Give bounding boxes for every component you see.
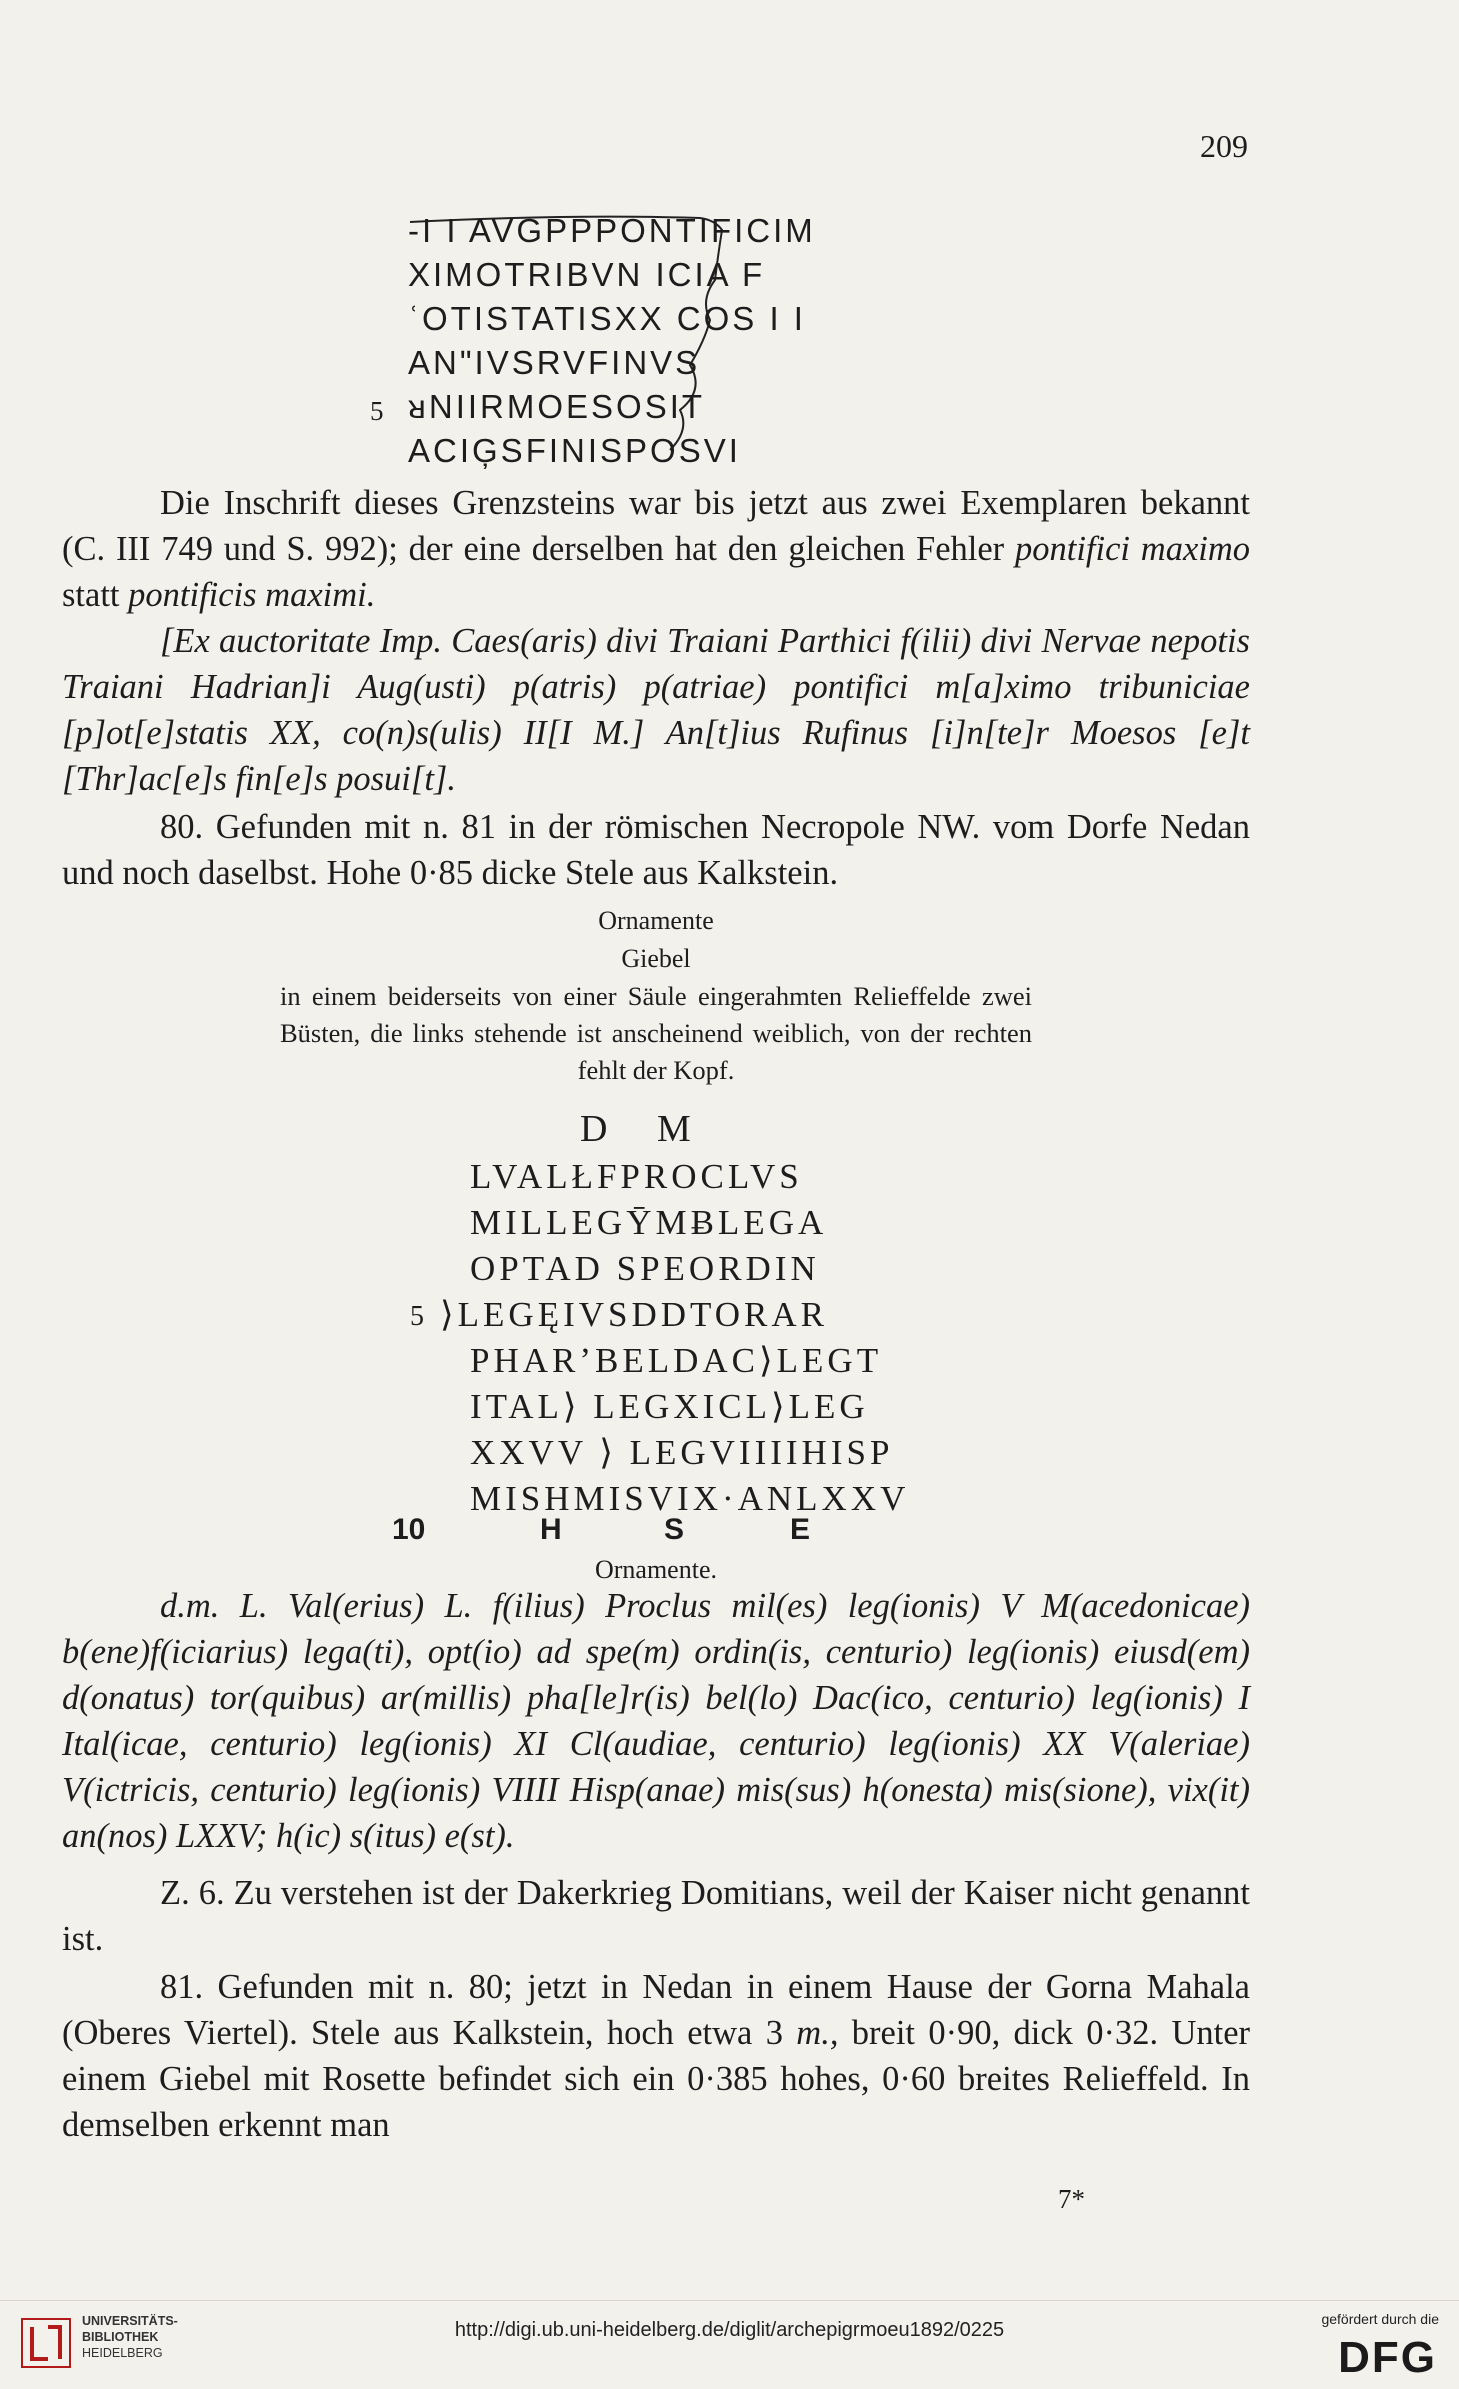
university-line-1: UNIVERSITÄTS- [82,2314,178,2328]
university-line-3: HEIDELBERG [82,2346,163,2360]
inscription2-letter-e: E [790,1513,811,1546]
ornamente-heading: Ornamente [598,906,714,935]
inscription2-row-2: LVALŁFPROCLVS [470,1157,803,1196]
para1-italic-2: pontificis maximi. [128,576,376,614]
source-url-link[interactable]: http://digi.ub.uni-heidelberg.de/diglit/archepigrmoeu1892/0225 [454,2319,1005,2341]
inscription2-row-1: D M [580,1108,711,1150]
reading-1 [62,618,1250,802]
paragraph-80 [62,804,1250,896]
paragraph-z6 [62,1870,1250,1962]
inscription1-line-5: ᴚNIIRMOESOSIT [408,388,706,425]
inscription1-line-6: ACIĢSFINISPOSVI [408,432,741,469]
page-number: 209 [1200,128,1248,164]
inscription2-row-7: ITAL⟩ LEGXICL⟩LEG [470,1387,869,1426]
inscription1-line-3: ʿOTISTATISXX COS I I [408,300,806,337]
reading2-text: d.m. L. Val(erius) L. f(ilius) Proclus mil(es) leg(ionis) V M(acedonicae) b(ene)f(iciarius) lega(ti), opt(io) ad spe(m) ordin(is, centurio) leg(ionis) eiusd(em) d(onatus) tor(quibus) ar(millis) pha[le]r(is) bel(lo) Dac(ico, centurio) leg(ionis) I Ital(icae, centurio) leg(ionis) XI Cl(audiae, centurio) leg(ionis) XX V(aleriae) V(ictricis, centurio) leg(ionis) VIIII Hisp(anae) mis(sus) h(onesta) mis(sione), vix(it) an(nos) LXXV; h(ic) s(itus) e(st). [62,1587,1250,1855]
giebel-heading: Giebel [621,944,691,973]
inscription1-line-4: ANʺIVSRVFINVS [408,344,701,381]
para2-text: 80. Gefunden mit n. 81 in der römischen Necropole NW. vom Dorfe Nedan und noch daselbst. Hohe 0·85 dicke Stele aus Kalkstein. [62,808,1250,892]
para1-italic-1: pontifici maximo [1014,530,1251,568]
inscription2-line-number: 5 [410,1301,424,1332]
paragraph-81 [62,1964,1250,2148]
inscription2-row-8: XXVV ⟩ LEGVIIIIHISP [470,1433,894,1472]
inscription1-line-1: -I I AVGPPPONTIFICIM [408,212,816,249]
inscription1-line-number: 5 [370,396,384,426]
inscription2-letter-h: H [540,1513,562,1546]
para4-unit: m., [796,2014,839,2052]
para3-text: Z. 6. Zu verstehen ist der Dakerkrieg Domitians, weil der Kaiser nicht genannt ist. [62,1874,1250,1958]
inscription2-row-5: ⟩LEGĘIVSDDTORAR [440,1295,829,1334]
inscription2-row-9: MISHMISVIX·ANLXXV [470,1479,910,1518]
ornamente-bottom: Ornamente. [594,1555,717,1584]
inscription1-line-2: XIMOTRIBVN ICIA F [408,256,766,293]
digitization-footer [0,2300,1459,2389]
inscription2-row-3: MILLEGȲMɃLEGA [470,1203,828,1242]
reading1-text: [Ex auctoritate Imp. Caes(aris) divi Traiani Parthici f(ilii) divi Nervae nepotis Traiani Hadrian]i Aug(usti) p(atris) p(atriae) pontifici m[a]ximo tribuniciae [p]ot[e]statis XX, co(n)s(ulis) II[I M.] An[t]ius Rufinus [i]n[te]r Moesos [e]t [Thr]ac[e]s fin[e]s posui[t]. [62,622,1250,798]
para4-rest: breit 0·90, dick 0·32. Unter einem Giebel mit Rosette befindet sich ein 0·385 hohes, 0·60 breites Relieffeld. In demselben erkennt man [62,2014,1250,2144]
inscription-boundary-stone [370,200,930,480]
university-line-2: BIBLIOTHEK [82,2330,159,2344]
inscription2-line-10-number: 10 [392,1513,426,1546]
para4-text: 81. Gefunden mit n. 80; jetzt in Nedan in einem Hause der Gorna Mahala (Oberes Viertel). Stele aus Kalkstein, hoch etwa 3 [62,1968,1250,2052]
inscription2-row-4: OPTAD SPEORDIN [470,1249,820,1288]
para1-text: Die Inschrift dieses Grenzsteins war bis jetzt aus zwei Exemplaren bekannt (C. III 749 und S. 992); der eine derselben hat den gleichen Fehler [62,484,1250,568]
reading-2 [62,1583,1250,1859]
inscription2-letter-s: S [664,1513,685,1546]
relief-description: in einem beiderseits von einer Säule eingerahmten Relieffelde zwei Büsten, die links stehende ist anscheinend weiblich, von der rechten fehlt der Kopf. [280,981,1032,1085]
funding-note: gefördert durch die [1321,2311,1439,2327]
paragraph-commentary-1 [62,480,1250,618]
dfg-logo: DFG [1338,2333,1437,2382]
inscription2-row-6: PHARʼBELDAC⟩LEGT [470,1341,883,1380]
signature-mark: 7* [1058,2184,1085,2214]
para1-mid: statt [62,576,120,614]
